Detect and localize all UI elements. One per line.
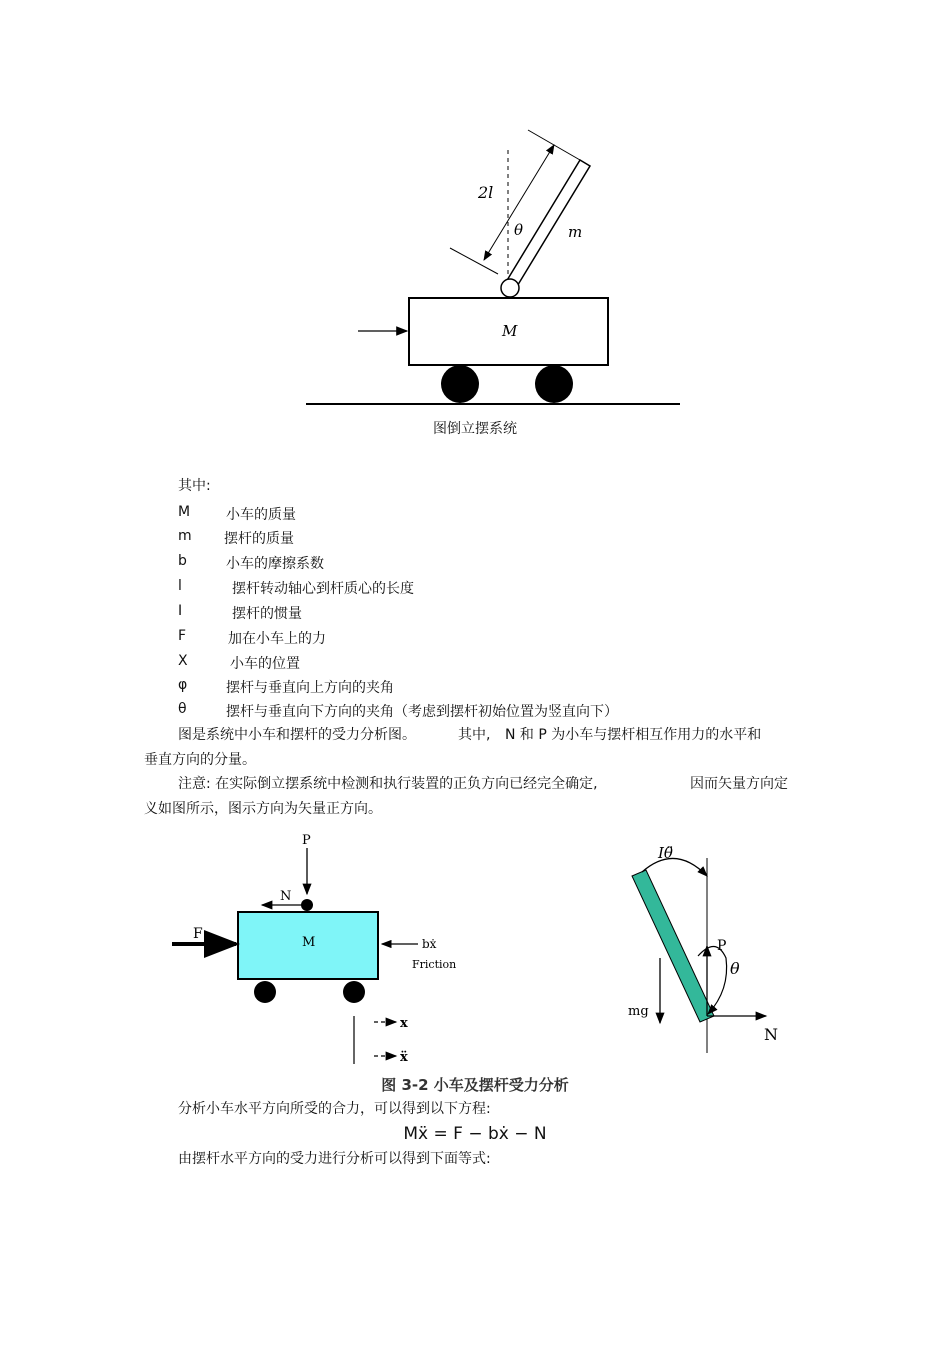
variable-description: 摆杆的惯量: [232, 606, 302, 622]
rod-force-figure: [620, 838, 790, 1058]
paragraph1-line1c: N 和 P 为小车与摆杆相互作用力的水平和: [505, 727, 762, 743]
fig2-label-bx: bẋ: [422, 937, 437, 951]
variable-description: 小车的质量: [226, 507, 296, 523]
paragraph2-line2: 义如图所示，图示方向为矢量正方向。: [144, 801, 382, 817]
cart-force-figure: [160, 828, 480, 1073]
variable-symbol: θ: [178, 701, 187, 717]
label-2l: 2l: [478, 183, 494, 202]
variable-description: 摆杆的质量: [224, 531, 294, 547]
variable-symbol: M: [178, 504, 191, 520]
figure1-caption: 图倒立摆系统: [433, 421, 517, 437]
label-m: m: [568, 223, 583, 241]
variable-description: 摆杆转动轴心到杆质心的长度: [232, 581, 414, 597]
fig2-label-x: x: [400, 1016, 408, 1031]
fig3-label-N: N: [764, 1025, 778, 1044]
label-theta: θ: [514, 221, 524, 239]
extension-line-bottom: [450, 248, 498, 274]
variable-description: 摆杆与垂直向下方向的夹角（考虑到摆杆初始位置为竖直向下）: [226, 704, 618, 720]
inverted-pendulum-diagram: [300, 120, 690, 415]
variable-symbol: F: [178, 628, 187, 644]
rod-force-diagram: [620, 838, 790, 1058]
wheel-left: [441, 365, 479, 403]
intro-text: 其中:: [178, 478, 211, 494]
fig3-label-theta: θ: [730, 959, 740, 978]
variable-symbol: I: [178, 603, 183, 619]
fig2-label-M: M: [302, 935, 316, 950]
pivot-circle: [501, 279, 519, 297]
wheel-right: [343, 981, 365, 1003]
fig2-label-friction: Friction: [412, 958, 457, 971]
paragraph1-line1b: 其中,: [458, 727, 491, 743]
paragraph1-line1a: 图是系统中小车和摆杆的受力分析图。: [178, 727, 416, 743]
cart-force-diagram: [160, 828, 480, 1073]
wheel-left: [254, 981, 276, 1003]
variable-description: 小车的摩擦系数: [226, 556, 324, 572]
pendulum-rod: [632, 870, 714, 1022]
variable-symbol: l: [178, 578, 182, 594]
paragraph2-line1b: 因而矢量方向定: [690, 776, 788, 792]
wheel-right: [535, 365, 573, 403]
variable-symbol: X: [178, 653, 188, 669]
figure2-caption: 图 3-2 小车及摆杆受力分析: [381, 1076, 569, 1094]
paragraph1-line2: 垂直方向的分量。: [144, 752, 256, 768]
variable-description: 小车的位置: [230, 656, 300, 672]
variable-symbol: φ: [178, 677, 188, 693]
fig2-label-xdd: ẍ: [400, 1050, 408, 1065]
variable-symbol: m: [178, 528, 192, 544]
pivot-dot: [301, 899, 313, 911]
fig2-label-N: N: [280, 889, 292, 904]
fig3-label-P: P: [717, 938, 727, 954]
paragraph4: 由摆杆水平方向的受力进行分析可以得到下面等式:: [178, 1151, 491, 1167]
variable-description: 摆杆与垂直向上方向的夹角: [226, 680, 394, 696]
fig2-label-P: P: [302, 833, 311, 848]
fig3-label-mg: mg: [628, 1004, 649, 1019]
inverted-pendulum-figure: [300, 120, 690, 415]
equation: Mẍ = F − bẋ − N: [403, 1124, 547, 1144]
paragraph2-line1a: 注意: 在实际倒立摆系统中检测和执行装置的正负方向已经完全确定,: [178, 776, 598, 792]
variable-description: 加在小车上的力: [228, 631, 326, 647]
fig3-label-Itheta: Iθ̈: [658, 844, 673, 862]
fig2-label-F: F: [193, 926, 203, 942]
moment-arc: [642, 858, 707, 876]
label-M: M: [502, 322, 518, 340]
paragraph3: 分析小车水平方向所受的合力，可以得到以下方程:: [178, 1101, 491, 1117]
variable-symbol: b: [178, 553, 187, 569]
